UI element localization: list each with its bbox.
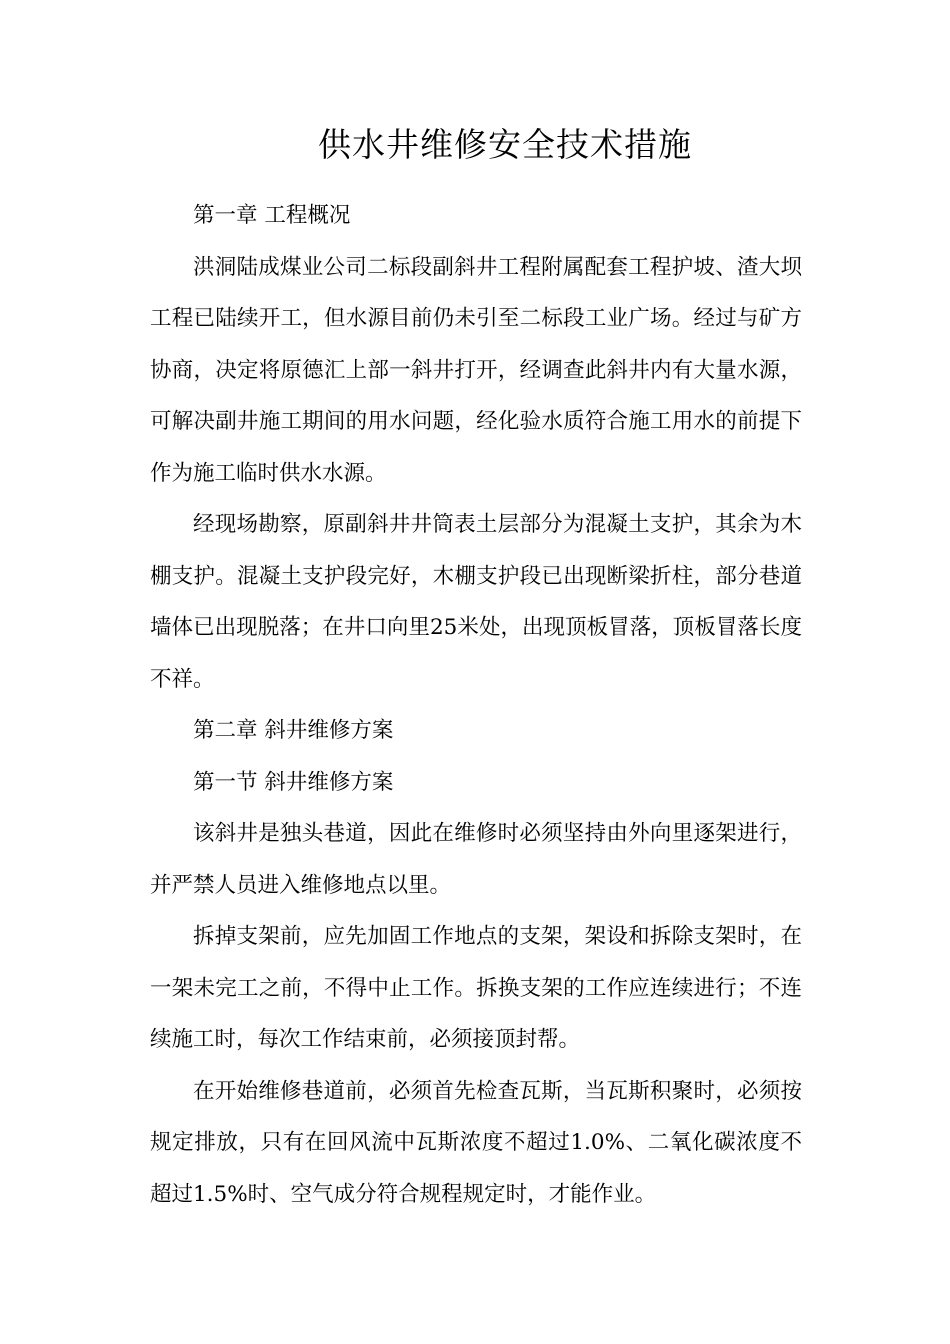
section-heading: 第一节 斜井维修方案 <box>193 769 394 795</box>
chapter-heading: 第二章 斜井维修方案 <box>193 718 394 743</box>
body-paragraph: 在开始维修巷道前，必须首先检查瓦斯，当瓦斯积聚时，必须按规定排放，只有在回风流中瓦斯浓度不超过1.0%、二氧化碳浓度不超过1.5%时、空气成分符合规程规定时，才能作业。 <box>150 1078 802 1207</box>
chapter-heading: 第一章 工程概况 <box>193 203 351 228</box>
body-paragraph: 该斜井是独头巷道，因此在维修时必须坚持由外向里逐架进行，并严禁人员进入维修地点以里。 <box>150 821 802 898</box>
body-paragraph: 洪洞陆成煤业公司二标段副斜井工程附属配套工程护坡、渣大坝工程已陆续开工，但水源目前仍未引至二标段工业广场。经过与矿方协商，决定将原德汇上部一斜井打开，经调查此斜井内有大量水源，可解决副井施工期间的用水问题，经化验水质符合施工用水的前提下作为施工临时供水水源。 <box>150 254 802 486</box>
body-paragraph: 拆掉支架前，应先加固工作地点的支架，架设和拆除支架时，在一架未完工之前，不得中止工作。拆换支架的工作应连续进行；不连续施工时，每次工作结束前，必须接顶封帮。 <box>150 924 802 1052</box>
body-paragraph: 经现场勘察，原副斜井井筒表土层部分为混凝土支护，其余为木棚支护。混凝土支护段完好，木棚支护段已出现断梁折柱，部分巷道墙体已出现脱落；在井口向里25米处，出现顶板冒落，顶板冒落长度不祥。 <box>150 512 802 692</box>
document-body <box>150 190 802 1220</box>
document-title: 供水井维修安全技术措施 <box>318 125 692 164</box>
